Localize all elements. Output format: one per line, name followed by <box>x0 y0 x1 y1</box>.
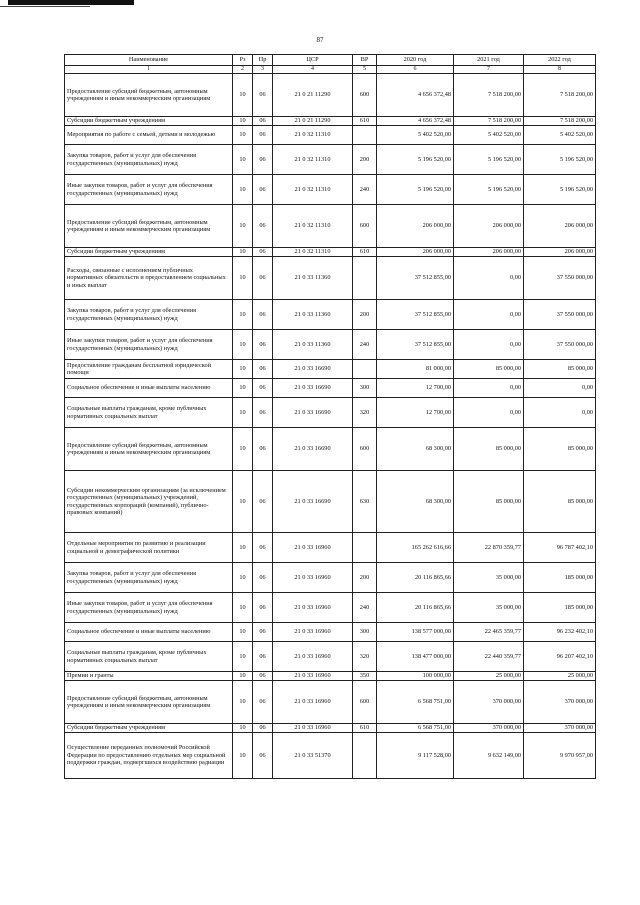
cell-name: Социальные выплаты гражданам, кроме публичных нормативных социальных выплат <box>65 642 233 672</box>
cell-vr <box>353 360 377 379</box>
cell-rz: 10 <box>233 117 253 126</box>
cell-rz: 10 <box>233 360 253 379</box>
cell-pr: 06 <box>253 330 273 360</box>
cell-name: Закупка товаров, работ и услуг для обеспечения государственных (муниципальных) нужд <box>65 145 233 175</box>
cell-2022: 85 000,00 <box>524 471 596 533</box>
cell-2022: 7 518 200,00 <box>524 117 596 126</box>
cell-name: Предоставление гражданам бесплатной юридической помощи <box>65 360 233 379</box>
cell-2020: 68 300,00 <box>377 428 454 471</box>
cell-csr: 21 0 33 16690 <box>273 360 353 379</box>
cell-csr: 21 0 33 16690 <box>273 471 353 533</box>
cell-rz: 10 <box>233 379 253 398</box>
cell-rz: 10 <box>233 175 253 205</box>
cell-2022: 96 232 402,10 <box>524 623 596 642</box>
cell-pr: 06 <box>253 379 273 398</box>
cell-name: Премии и гранты <box>65 672 233 681</box>
column-number: 5 <box>353 66 377 74</box>
cell-2022: 5 196 520,00 <box>524 145 596 175</box>
cell-2020: 5 402 520,00 <box>377 126 454 145</box>
cell-2022: 185 000,00 <box>524 563 596 593</box>
column-number: 3 <box>253 66 273 74</box>
cell-2020: 68 300,00 <box>377 471 454 533</box>
cell-name: Расходы, связанные с исполнением публичных нормативных обязательств и предоставлением социальных и иных выплат <box>65 257 233 300</box>
cell-2020: 37 512 855,00 <box>377 257 454 300</box>
cell-name: Осуществление переданных полномочий Российской Федерации по предоставлению отдельных мер социальной поддержки граждан, подвергшихся воздействию радиации <box>65 733 233 779</box>
cell-vr: 240 <box>353 593 377 623</box>
cell-2021: 5 196 520,00 <box>454 145 524 175</box>
cell-csr: 21 0 32 11310 <box>273 205 353 248</box>
cell-2020: 100 000,00 <box>377 672 454 681</box>
column-number: 7 <box>454 66 524 74</box>
table-row <box>65 733 596 779</box>
header-2022: 2022 год <box>524 55 596 66</box>
cell-name: Иные закупки товаров, работ и услуг для обеспечения государственных (муниципальных) нужд <box>65 330 233 360</box>
column-number: 2 <box>233 66 253 74</box>
table-row <box>65 205 596 248</box>
cell-2021: 25 000,00 <box>454 672 524 681</box>
cell-csr: 21 0 21 11290 <box>273 74 353 117</box>
cell-name: Социальное обеспечение и иные выплаты населению <box>65 623 233 642</box>
cell-name: Предоставление субсидий бюджетным, автономным учреждениям и иным некоммерческим организациям <box>65 74 233 117</box>
cell-2021: 206 000,00 <box>454 205 524 248</box>
table-row <box>65 175 596 205</box>
cell-vr <box>353 257 377 300</box>
cell-pr: 06 <box>253 642 273 672</box>
header-name: Наименование <box>65 55 233 66</box>
cell-2022: 370 000,00 <box>524 681 596 724</box>
cell-vr: 610 <box>353 248 377 257</box>
budget-table <box>64 54 596 779</box>
cell-pr: 06 <box>253 74 273 117</box>
table-row <box>65 428 596 471</box>
cell-2021: 22 440 359,77 <box>454 642 524 672</box>
page-number: 87 <box>316 36 324 44</box>
cell-name: Иные закупки товаров, работ и услуг для обеспечения государственных (муниципальных) нужд <box>65 175 233 205</box>
cell-rz: 10 <box>233 428 253 471</box>
cell-2021: 7 518 200,00 <box>454 117 524 126</box>
table-row <box>65 533 596 563</box>
cell-csr: 21 0 33 16690 <box>273 428 353 471</box>
cell-csr: 21 0 32 11310 <box>273 175 353 205</box>
cell-name: Социальные выплаты гражданам, кроме публичных нормативных социальных выплат <box>65 398 233 428</box>
cell-vr: 200 <box>353 563 377 593</box>
table-row <box>65 126 596 145</box>
table-row <box>65 681 596 724</box>
cell-vr <box>353 126 377 145</box>
cell-csr: 21 0 33 11360 <box>273 257 353 300</box>
cell-pr: 06 <box>253 360 273 379</box>
cell-2022: 7 518 200,00 <box>524 74 596 117</box>
scan-edge-line <box>0 6 90 7</box>
cell-csr: 21 0 32 11310 <box>273 248 353 257</box>
cell-rz: 10 <box>233 642 253 672</box>
cell-pr: 06 <box>253 257 273 300</box>
cell-2021: 7 518 200,00 <box>454 74 524 117</box>
table-row <box>65 623 596 642</box>
cell-2022: 96 787 402,10 <box>524 533 596 563</box>
cell-rz: 10 <box>233 126 253 145</box>
cell-2020: 138 477 000,00 <box>377 642 454 672</box>
table-row <box>65 563 596 593</box>
cell-2022: 85 000,00 <box>524 428 596 471</box>
cell-pr: 06 <box>253 126 273 145</box>
cell-2021: 370 000,00 <box>454 681 524 724</box>
cell-rz: 10 <box>233 533 253 563</box>
cell-name: Предоставление субсидий бюджетным, автономным учреждениям и иным некоммерческим организациям <box>65 428 233 471</box>
cell-csr: 21 0 33 16960 <box>273 724 353 733</box>
table-row <box>65 248 596 257</box>
cell-2021: 0,00 <box>454 398 524 428</box>
cell-vr: 610 <box>353 117 377 126</box>
cell-2021: 0,00 <box>454 379 524 398</box>
cell-pr: 06 <box>253 205 273 248</box>
table-row <box>65 300 596 330</box>
cell-vr: 300 <box>353 623 377 642</box>
cell-2020: 206 000,00 <box>377 205 454 248</box>
cell-name: Мероприятия по работе с семьей, детьми и молодежью <box>65 126 233 145</box>
cell-2021: 85 000,00 <box>454 428 524 471</box>
cell-vr: 240 <box>353 330 377 360</box>
cell-2022: 185 000,00 <box>524 593 596 623</box>
column-number: 8 <box>524 66 596 74</box>
cell-name: Закупка товаров, работ и услуг для обеспечения государственных (муниципальных) нужд <box>65 563 233 593</box>
cell-name: Субсидии бюджетным учреждениям <box>65 117 233 126</box>
cell-rz: 10 <box>233 74 253 117</box>
cell-2021: 22 465 359,77 <box>454 623 524 642</box>
cell-vr: 350 <box>353 672 377 681</box>
cell-2022: 85 000,00 <box>524 360 596 379</box>
cell-rz: 10 <box>233 257 253 300</box>
table-row <box>65 471 596 533</box>
cell-2020: 20 116 865,66 <box>377 563 454 593</box>
table-row <box>65 145 596 175</box>
cell-2020: 81 000,00 <box>377 360 454 379</box>
cell-2020: 206 000,00 <box>377 248 454 257</box>
cell-2022: 25 000,00 <box>524 672 596 681</box>
cell-2020: 4 656 372,48 <box>377 74 454 117</box>
cell-2020: 9 117 528,00 <box>377 733 454 779</box>
cell-2020: 12 700,00 <box>377 379 454 398</box>
cell-2021: 22 870 359,77 <box>454 533 524 563</box>
cell-2020: 12 700,00 <box>377 398 454 428</box>
table-row <box>65 379 596 398</box>
cell-pr: 06 <box>253 175 273 205</box>
cell-rz: 10 <box>233 724 253 733</box>
cell-2021: 85 000,00 <box>454 360 524 379</box>
cell-vr: 320 <box>353 642 377 672</box>
cell-pr: 06 <box>253 471 273 533</box>
header-vr: ВР <box>353 55 377 66</box>
cell-vr: 200 <box>353 300 377 330</box>
cell-2022: 37 550 000,00 <box>524 300 596 330</box>
cell-csr: 21 0 21 11290 <box>273 117 353 126</box>
cell-vr: 600 <box>353 681 377 724</box>
cell-rz: 10 <box>233 623 253 642</box>
cell-rz: 10 <box>233 145 253 175</box>
table-row <box>65 74 596 117</box>
cell-2022: 5 196 520,00 <box>524 175 596 205</box>
cell-pr: 06 <box>253 117 273 126</box>
cell-2021: 0,00 <box>454 257 524 300</box>
cell-2022: 9 970 957,00 <box>524 733 596 779</box>
table-row <box>65 642 596 672</box>
header-2021: 2021 год <box>454 55 524 66</box>
cell-2020: 6 568 751,00 <box>377 681 454 724</box>
column-number: 1 <box>65 66 233 74</box>
cell-vr: 630 <box>353 471 377 533</box>
cell-rz: 10 <box>233 471 253 533</box>
cell-2022: 0,00 <box>524 379 596 398</box>
header-rz: Рз <box>233 55 253 66</box>
cell-name: Субсидии бюджетным учреждениям <box>65 248 233 257</box>
cell-2020: 4 656 372,48 <box>377 117 454 126</box>
cell-csr: 21 0 33 16960 <box>273 593 353 623</box>
cell-pr: 06 <box>253 300 273 330</box>
cell-rz: 10 <box>233 205 253 248</box>
cell-pr: 06 <box>253 145 273 175</box>
cell-pr: 06 <box>253 724 273 733</box>
cell-name: Закупка товаров, работ и услуг для обеспечения государственных (муниципальных) нужд <box>65 300 233 330</box>
table-row <box>65 724 596 733</box>
cell-2022: 37 550 000,00 <box>524 257 596 300</box>
cell-pr: 06 <box>253 733 273 779</box>
cell-rz: 10 <box>233 300 253 330</box>
cell-rz: 10 <box>233 563 253 593</box>
column-number: 6 <box>377 66 454 74</box>
cell-2021: 206 000,00 <box>454 248 524 257</box>
table-row <box>65 330 596 360</box>
table-row <box>65 398 596 428</box>
cell-2022: 37 550 000,00 <box>524 330 596 360</box>
cell-2021: 0,00 <box>454 300 524 330</box>
cell-pr: 06 <box>253 672 273 681</box>
cell-2020: 37 512 855,00 <box>377 300 454 330</box>
header-csr: ЦСР <box>273 55 353 66</box>
cell-name: Иные закупки товаров, работ и услуг для обеспечения государственных (муниципальных) нужд <box>65 593 233 623</box>
table-row <box>65 593 596 623</box>
cell-pr: 06 <box>253 398 273 428</box>
cell-pr: 06 <box>253 593 273 623</box>
cell-2021: 9 632 149,00 <box>454 733 524 779</box>
cell-vr: 600 <box>353 205 377 248</box>
cell-2020: 5 196 520,00 <box>377 145 454 175</box>
cell-csr: 21 0 33 16690 <box>273 379 353 398</box>
cell-pr: 06 <box>253 623 273 642</box>
cell-rz: 10 <box>233 330 253 360</box>
cell-csr: 21 0 32 11310 <box>273 145 353 175</box>
cell-vr <box>353 533 377 563</box>
cell-csr: 21 0 33 51370 <box>273 733 353 779</box>
cell-csr: 21 0 33 16690 <box>273 398 353 428</box>
table-row <box>65 672 596 681</box>
cell-2022: 96 207 402,10 <box>524 642 596 672</box>
cell-rz: 10 <box>233 681 253 724</box>
cell-2020: 138 577 000,00 <box>377 623 454 642</box>
cell-csr: 21 0 33 16960 <box>273 681 353 724</box>
cell-2020: 37 512 855,00 <box>377 330 454 360</box>
cell-rz: 10 <box>233 733 253 779</box>
cell-2021: 5 402 520,00 <box>454 126 524 145</box>
cell-csr: 21 0 33 11360 <box>273 330 353 360</box>
cell-name: Социальное обеспечение и иные выплаты населению <box>65 379 233 398</box>
cell-2021: 35 000,00 <box>454 563 524 593</box>
cell-2020: 5 196 520,00 <box>377 175 454 205</box>
cell-vr: 600 <box>353 74 377 117</box>
header-2020: 2020 год <box>377 55 454 66</box>
cell-vr: 600 <box>353 428 377 471</box>
cell-2021: 370 000,00 <box>454 724 524 733</box>
cell-vr <box>353 733 377 779</box>
cell-2022: 5 402 520,00 <box>524 126 596 145</box>
table-header-row <box>65 55 596 66</box>
table-row <box>65 257 596 300</box>
cell-2021: 0,00 <box>454 330 524 360</box>
cell-vr: 240 <box>353 175 377 205</box>
cell-2021: 35 000,00 <box>454 593 524 623</box>
scan-edge-mark <box>8 0 134 5</box>
column-number-row <box>65 66 596 74</box>
cell-2022: 370 000,00 <box>524 724 596 733</box>
cell-pr: 06 <box>253 248 273 257</box>
table-row <box>65 360 596 379</box>
cell-pr: 06 <box>253 428 273 471</box>
cell-pr: 06 <box>253 563 273 593</box>
cell-2022: 206 000,00 <box>524 248 596 257</box>
cell-csr: 21 0 33 16960 <box>273 623 353 642</box>
cell-2020: 165 262 616,66 <box>377 533 454 563</box>
cell-pr: 06 <box>253 681 273 724</box>
cell-name: Предоставление субсидий бюджетным, автономным учреждениям и иным некоммерческим организациям <box>65 205 233 248</box>
cell-csr: 21 0 33 16960 <box>273 642 353 672</box>
table-row <box>65 117 596 126</box>
cell-csr: 21 0 33 16960 <box>273 672 353 681</box>
cell-2022: 206 000,00 <box>524 205 596 248</box>
cell-name: Субсидии некоммерческим организациям (за исключением государственных (муниципальных) учреждений, государственных корпораций (компаний), публично-правовых компаний) <box>65 471 233 533</box>
cell-rz: 10 <box>233 248 253 257</box>
cell-vr: 320 <box>353 398 377 428</box>
cell-name: Предоставление субсидий бюджетным, автономным учреждениям и иным некоммерческим организациям <box>65 681 233 724</box>
cell-rz: 10 <box>233 593 253 623</box>
cell-2020: 6 568 751,00 <box>377 724 454 733</box>
cell-csr: 21 0 32 11310 <box>273 126 353 145</box>
cell-name: Субсидии бюджетным учреждениям <box>65 724 233 733</box>
cell-vr: 610 <box>353 724 377 733</box>
header-pr: Пр <box>253 55 273 66</box>
column-number: 4 <box>273 66 353 74</box>
cell-pr: 06 <box>253 533 273 563</box>
cell-name: Отдельные мероприятия по развитию и реализации социальной и демографической политики <box>65 533 233 563</box>
cell-2020: 20 116 865,66 <box>377 593 454 623</box>
cell-vr: 300 <box>353 379 377 398</box>
cell-rz: 10 <box>233 398 253 428</box>
cell-csr: 21 0 33 11360 <box>273 300 353 330</box>
cell-2021: 85 000,00 <box>454 471 524 533</box>
cell-vr: 200 <box>353 145 377 175</box>
cell-2022: 0,00 <box>524 398 596 428</box>
cell-rz: 10 <box>233 672 253 681</box>
cell-2021: 5 196 520,00 <box>454 175 524 205</box>
cell-csr: 21 0 33 16960 <box>273 533 353 563</box>
cell-csr: 21 0 33 16960 <box>273 563 353 593</box>
